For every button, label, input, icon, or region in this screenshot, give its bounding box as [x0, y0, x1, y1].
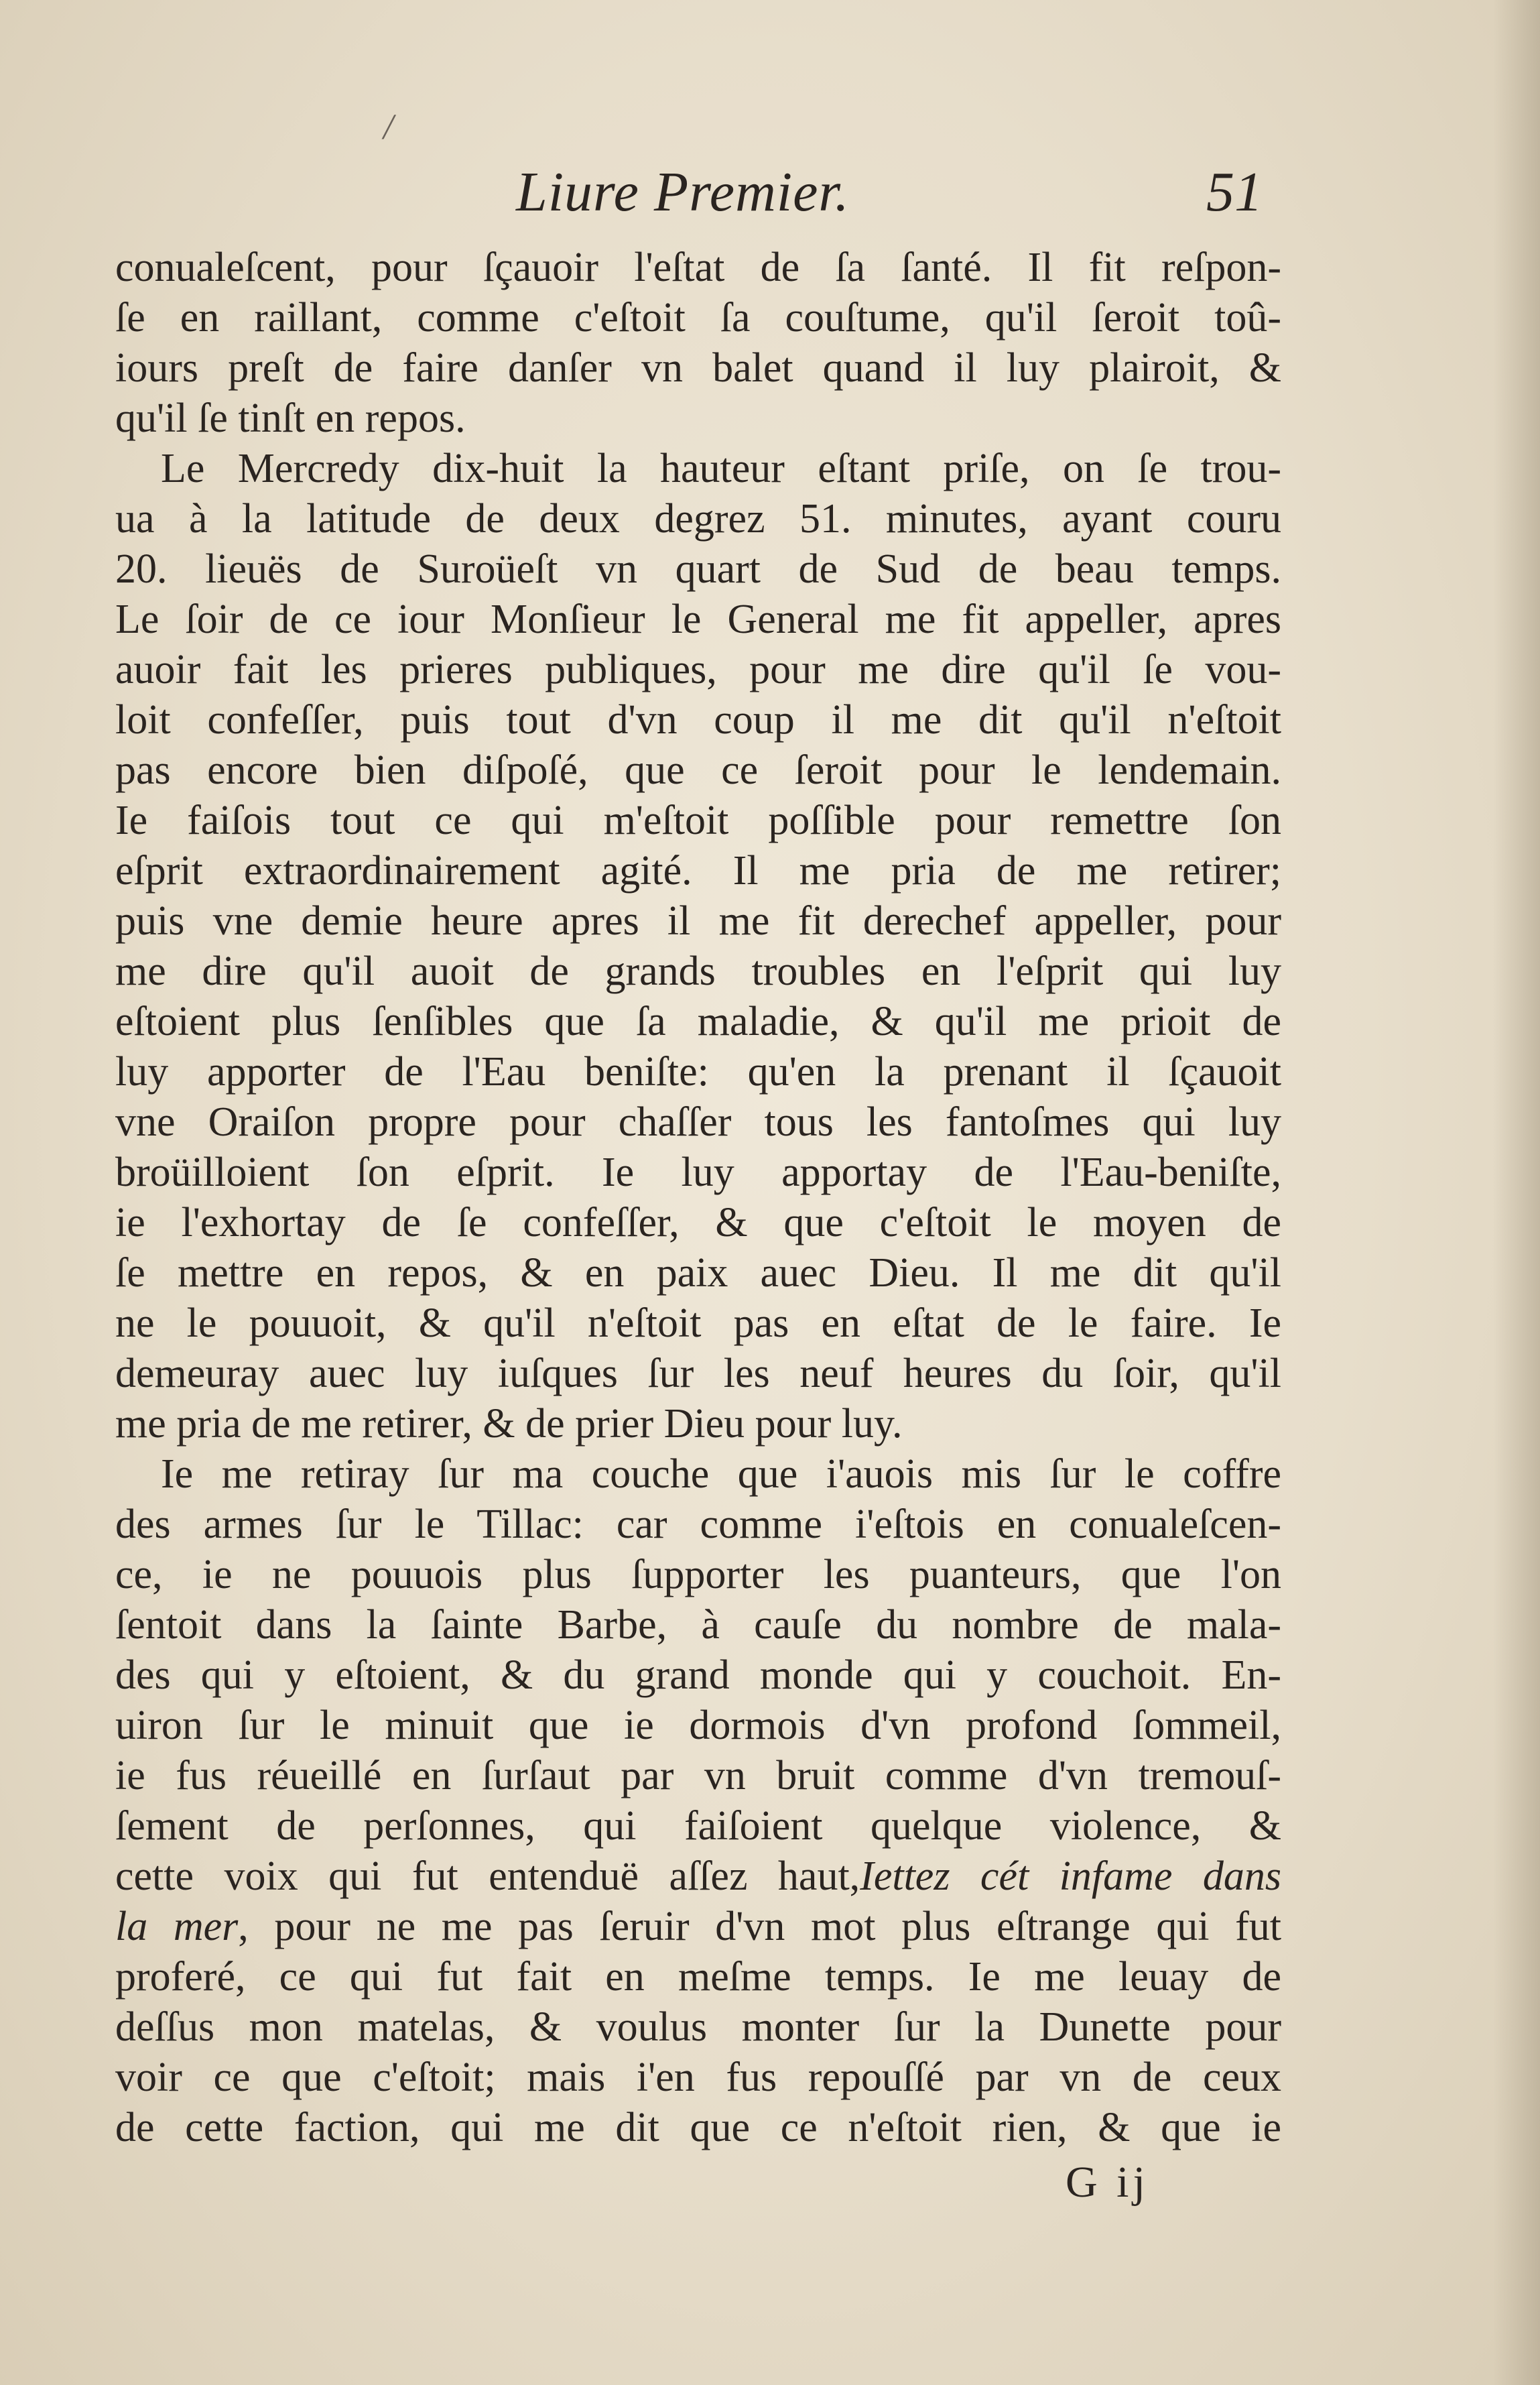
page-edge-shadow — [1493, 0, 1540, 2385]
text-line: luy apporter de l'Eau beniſte: qu'en la prenant il ſçauoit — [115, 1049, 1281, 1095]
text-line: de cette faction, qui me dit que ce n'eſtoit rien, & que ie — [115, 2105, 1281, 2150]
text-line-italic: la mer — [115, 1904, 239, 1949]
text-line: ie l'exhortay de ſe confeſſer, & que c'eſtoit le moyen de — [115, 1200, 1281, 1245]
text-line-roman: , pour ne me pas ſeruir d'vn mot plus eſtrange qui fut — [238, 1904, 1281, 1949]
pencil-mark: / — [383, 107, 394, 147]
text-line: eſprit extraordinairement agité. Il me pria de me retirer; — [115, 848, 1281, 894]
text-line-roman: cette voix qui fut entenduë aſſez haut, — [115, 1853, 860, 1899]
text-line: Ie me retiray ſur ma couche que i'auois mis ſur le coffre — [161, 1451, 1281, 1497]
text-line: Le ſoir de ce iour Monſieur le General me fit appeller, apres — [115, 597, 1281, 642]
page-header — [0, 160, 1540, 233]
text-line: ſe en raillant, comme c'eſtoit ſa couſtume, qu'il ſeroit toû- — [115, 295, 1281, 341]
running-head: Liure Premier. — [516, 161, 850, 223]
text-line: ſe mettre en repos, & en paix auec Dieu. Il me dit qu'il — [115, 1250, 1281, 1296]
text-line: ſentoit dans la ſainte Barbe, à cauſe du nombre de mala- — [115, 1602, 1281, 1648]
text-line: Le Mercredy dix-huit la hauteur eſtant priſe, on ſe trou- — [161, 446, 1281, 491]
signature-mark: G ij — [1066, 2158, 1149, 2207]
text-line-italic: Iettez cét infame dans — [860, 1853, 1281, 1899]
text-line: deſſus mon matelas, & voulus monter ſur la Dunette pour — [115, 2004, 1281, 2050]
text-line: ſement de perſonnes, qui faiſoient quelque violence, & — [115, 1803, 1281, 1849]
body-text — [115, 243, 1281, 2153]
text-line: auoir fait les prieres publiques, pour me dire qu'il ſe vou- — [115, 647, 1281, 692]
text-line: ie fus réueillé en ſurſaut par vn bruit comme d'vn tremouſ- — [115, 1753, 1281, 1798]
text-line: ce, ie ne pouuois plus ſupporter les puanteurs, que l'on — [115, 1552, 1281, 1597]
text-line: me pria de me retirer, & de prier Dieu pour luy. — [115, 1401, 903, 1447]
text-line: loit confeſſer, puis tout d'vn coup il me dit qu'il n'eſtoit — [115, 697, 1281, 743]
text-line: voir ce que c'eſtoit; mais i'en fus repouſſé par vn de ceux — [115, 2055, 1281, 2100]
text-line: proferé, ce qui fut fait en meſme temps. Ie me leuay de — [115, 1954, 1281, 2000]
text-line: qu'il ſe tinſt en repos. — [115, 395, 466, 441]
text-line: eſtoient plus ſenſibles que ſa maladie, & qu'il me prioit de — [115, 999, 1281, 1044]
text-line: me dire qu'il auoit de grands troubles en l'eſprit qui luy — [115, 949, 1281, 994]
text-line: ua à la latitude de deux degrez 51. minutes, ayant couru — [115, 496, 1281, 542]
text-line — [115, 1902, 1281, 1952]
page-number: 51 — [1206, 161, 1263, 223]
text-line: 20. lieuës de Suroüeſt vn quart de Sud de beau temps. — [115, 546, 1281, 592]
text-line: des armes ſur le Tillac: car comme i'eſtois en conualeſcen- — [115, 1502, 1281, 1547]
text-line: vne Oraiſon propre pour chaſſer tous les fantoſmes qui luy — [115, 1099, 1281, 1145]
text-line — [115, 1851, 1281, 1902]
text-line: puis vne demie heure apres il me fit derechef appeller, pour — [115, 898, 1281, 944]
text-line: pas encore bien diſpoſé, que ce ſeroit pour le lendemain. — [115, 747, 1281, 793]
text-line: demeuray auec luy iuſques ſur les neuf heures du ſoir, qu'il — [115, 1351, 1281, 1396]
text-line: ne le pouuoit, & qu'il n'eſtoit pas en eſtat de le faire. Ie — [115, 1300, 1281, 1346]
text-line: broüilloient ſon eſprit. Ie luy apportay de l'Eau-beniſte, — [115, 1150, 1281, 1195]
text-line: conualeſcent, pour ſçauoir l'eſtat de ſa ſanté. Il fit reſpon- — [115, 245, 1281, 290]
text-line: des qui y eſtoient, & du grand monde qui y couchoit. En- — [115, 1652, 1281, 1698]
text-line: Ie faiſois tout ce qui m'eſtoit poſſible pour remettre ſon — [115, 798, 1281, 843]
text-line: uiron ſur le minuit que ie dormois d'vn profond ſommeil, — [115, 1703, 1281, 1748]
text-line: iours preſt de faire danſer vn balet quand il luy plairoit, & — [115, 345, 1281, 391]
